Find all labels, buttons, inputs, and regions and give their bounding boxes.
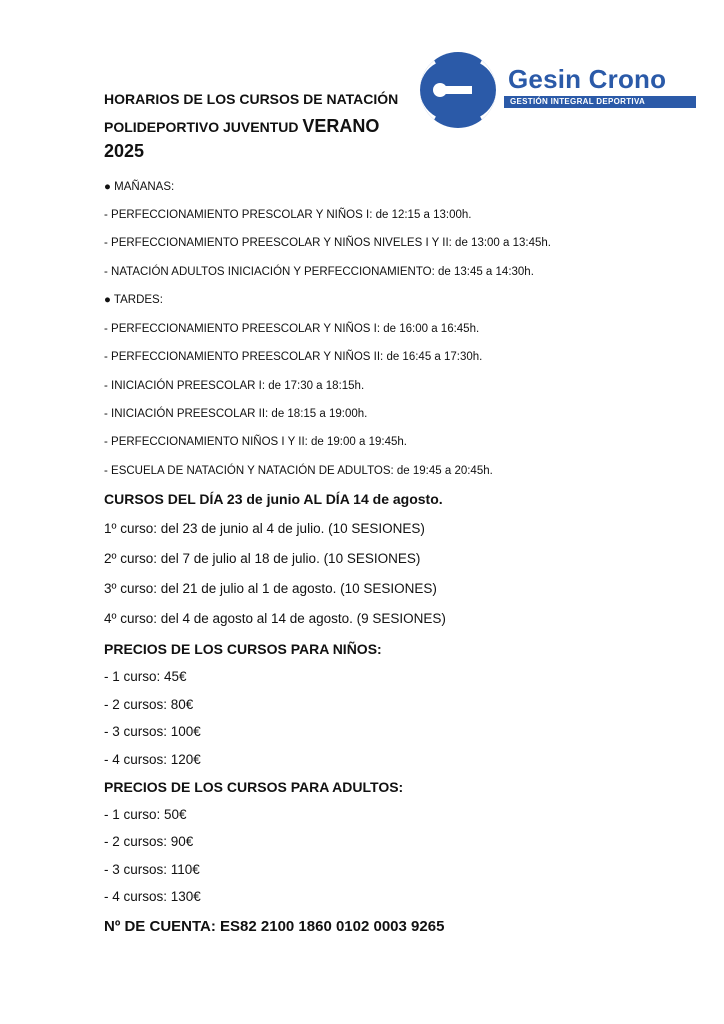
list-item: - PERFECCIONAMIENTO PRESCOLAR Y NIÑOS I: de 12:15 a 13:00h. (104, 209, 472, 221)
list-item: - PERFECCIONAMIENTO PREESCOLAR Y NIÑOS II: de 16:45 a 17:30h. (104, 351, 483, 363)
title-venue: POLIDEPORTIVO JUVENTUD (104, 119, 299, 135)
list-item: 4º curso: del 4 de agosto al 14 de agosto. (9 SESIONES) (104, 611, 446, 626)
cursos-heading: CURSOS DEL DÍA 23 de junio AL DÍA 14 de agosto. (104, 491, 443, 507)
title-season: VERANO (302, 116, 380, 136)
bank-account: Nº DE CUENTA: ES82 2100 1860 0102 0003 9265 (104, 918, 445, 935)
precios-ninos-heading: PRECIOS DE LOS CURSOS PARA NIÑOS: (104, 641, 382, 657)
logo-tagline: GESTIÓN INTEGRAL DEPORTIVA (504, 96, 696, 108)
list-item: - 4 cursos: 120€ (104, 752, 201, 767)
list-item: - INICIACIÓN PREESCOLAR II: de 18:15 a 19:00h. (104, 408, 368, 420)
list-item: - PERFECCIONAMIENTO NIÑOS I Y II: de 19:00 a 19:45h. (104, 436, 407, 448)
title-line-2 (104, 116, 379, 137)
list-item: - 3 cursos: 100€ (104, 724, 201, 739)
title-line-1: HORARIOS DE LOS CURSOS DE NATACIÓN (104, 91, 399, 107)
list-item: - 4 cursos: 130€ (104, 889, 201, 904)
list-item: - INICIACIÓN PREESCOLAR I: de 17:30 a 18:15h. (104, 380, 365, 392)
list-item: 3º curso: del 21 de julio al 1 de agosto. (10 SESIONES) (104, 581, 437, 596)
tardes-heading: ● TARDES: (104, 294, 163, 306)
list-item: 2º curso: del 7 de julio al 18 de julio. (10 SESIONES) (104, 551, 421, 566)
list-item: - PERFECCIONAMIENTO PREESCOLAR Y NIÑOS I: de 16:00 a 16:45h. (104, 323, 480, 335)
precios-adultos-heading: PRECIOS DE LOS CURSOS PARA ADULTOS: (104, 779, 404, 795)
list-item: 1º curso: del 23 de junio al 4 de julio. (10 SESIONES) (104, 521, 425, 536)
mananas-heading: ● MAÑANAS: (104, 181, 175, 193)
list-item: - 1 curso: 50€ (104, 807, 187, 822)
logo-brand: Gesin Crono (508, 64, 667, 94)
gesin-crono-logo (418, 50, 698, 132)
list-item: - PERFECCIONAMIENTO PREESCOLAR Y NIÑOS NIVELES I Y II: de 13:00 a 13:45h. (104, 237, 551, 249)
list-item: - 2 cursos: 90€ (104, 834, 194, 849)
list-item: - NATACIÓN ADULTOS INICIACIÓN Y PERFECCIONAMIENTO: de 13:45 a 14:30h. (104, 266, 534, 278)
list-item: - 3 cursos: 110€ (104, 862, 200, 877)
title-year: 2025 (104, 141, 145, 161)
list-item: - 2 cursos: 80€ (104, 697, 194, 712)
logo-emblem-icon (420, 52, 496, 128)
list-item: - ESCUELA DE NATACIÓN Y NATACIÓN DE ADULTOS: de 19:45 a 20:45h. (104, 465, 493, 477)
list-item: - 1 curso: 45€ (104, 669, 187, 684)
